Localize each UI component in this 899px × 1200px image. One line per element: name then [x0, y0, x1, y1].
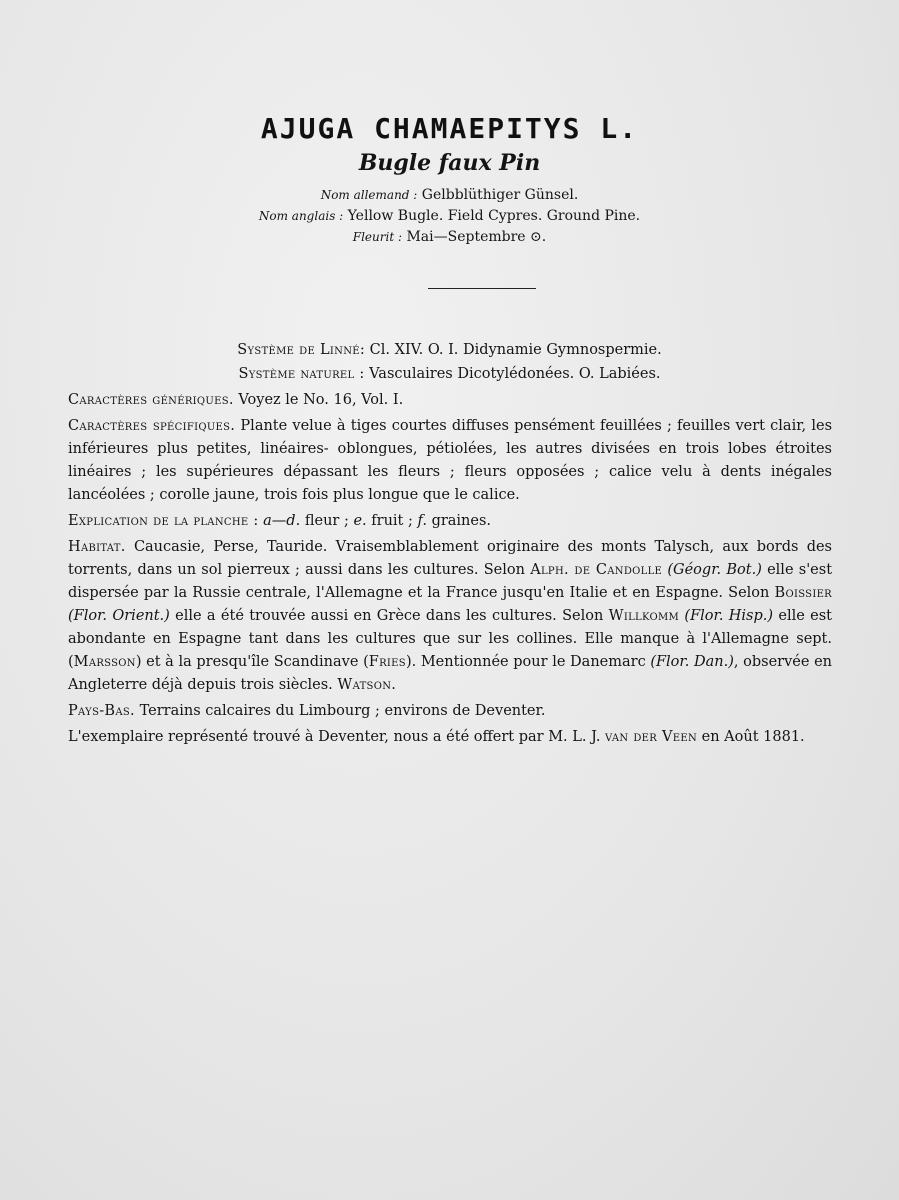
- pays-bas-label: Pays-Bas.: [68, 703, 135, 719]
- linne-system-line: [0, 342, 899, 358]
- author-marsson: Marsson: [73, 654, 136, 670]
- legend-text-e: fruit ;: [371, 513, 413, 529]
- flowering-line: [0, 227, 899, 248]
- common-names: [0, 185, 899, 248]
- generic-characters-label: Caractères génériques.: [68, 392, 234, 408]
- specimen-text-2: en Août 1881.: [701, 729, 805, 745]
- habitat-text-5: ) et à la presqu'île Scandinave (: [135, 654, 369, 670]
- habitat-text-7: , observée en Angleterre déjà depuis trois siècles.: [68, 654, 832, 693]
- habitat-text-1: Caucasie, Perse, Tauride. Vraisemblablement originaire des monts Talysch, aux bords des torrents, dans un sol pierreux ; aussi dans les cultures. Selon: [68, 539, 832, 578]
- specimen-paragraph: [68, 726, 832, 749]
- specific-characters-text: Plante velue à tiges courtes diffuses pensément feuillées ; feuilles vert clair, les inférieures plus petites, linéaires- oblongues, pétiolées, les autres divisées en trois lobes étroites linéaires ; les supérieures dépassant les fleurs ; fleurs opposées ; calice velu à dents inégales lancéolées ; corolle jaune, trois fois plus longue que le calice.: [68, 418, 833, 503]
- natural-system-label: Système naturel :: [238, 366, 365, 382]
- habitat-paragraph: [68, 536, 832, 697]
- author-watson: Watson.: [337, 677, 397, 693]
- english-name-value: Yellow Bugle. Field Cypres. Ground Pine.: [347, 208, 641, 224]
- habitat-label: Habitat.: [68, 539, 126, 555]
- flowering-label: Fleurit :: [352, 230, 403, 244]
- plate-explanation-paragraph: [68, 510, 832, 533]
- description-body: [68, 389, 832, 752]
- plate-explanation-label: Explication de la planche :: [68, 513, 259, 529]
- pays-bas-text: Terrains calcaires du Limbourg ; environs de Deventer.: [139, 703, 546, 719]
- german-name-label: Nom allemand :: [320, 188, 418, 202]
- german-name-value: Gelbblüthiger Günsel.: [421, 187, 579, 203]
- legend-key-a-d: a—d.: [263, 513, 301, 529]
- author-willkomm: Willkomm: [608, 608, 680, 624]
- english-name-label: Nom anglais :: [258, 209, 344, 223]
- linne-system-value: Cl. XIV. O. I. Didynamie Gymnospermie.: [369, 342, 662, 358]
- ref-flor-hisp: (Flor. Hisp.): [684, 608, 774, 624]
- page-title: AJUGA CHAMAEPITYS L.: [260, 112, 639, 145]
- specimen-text-1: L'exemplaire représenté trouvé à Deventer, nous a été offert par M. L. J.: [68, 729, 601, 745]
- generic-characters-paragraph: [68, 389, 832, 412]
- linne-system-label: Système de Linné:: [237, 342, 366, 358]
- natural-system-value: Vasculaires Dicotylédonées. O. Labiées.: [369, 366, 661, 382]
- divider-rule: [428, 288, 536, 289]
- german-name-line: [0, 185, 899, 206]
- ref-geogr-bot: (Géogr. Bot.): [667, 562, 762, 578]
- pays-bas-paragraph: [68, 700, 832, 723]
- page-subtitle: Bugle faux Pin: [358, 150, 541, 176]
- ref-flor-orient: (Flor. Orient.): [68, 608, 170, 624]
- donor-name: van der Veen: [605, 729, 698, 745]
- legend-text-f: graines.: [431, 513, 492, 529]
- ref-flor-dan: (Flor. Dan.): [650, 654, 734, 670]
- habitat-text-4: elle est abondante en Espagne tant dans les cultures que sur les collines. Elle manque à l'Allemagne sept. (: [68, 608, 832, 670]
- author-fries: Fries: [368, 654, 406, 670]
- habitat-text-6: ). Mentionnée pour le Danemarc: [405, 654, 646, 670]
- english-name-line: [0, 206, 899, 227]
- natural-system-line: [0, 366, 899, 382]
- habitat-text-3: elle a été trouvée aussi en Grèce dans les cultures. Selon: [175, 608, 604, 624]
- flowering-value: Mai—Septembre ⊙.: [406, 229, 547, 245]
- habitat-text-2: elle s'est dispersée par la Russie centrale, l'Allemagne et la France jusqu'en Italie et en Espagne. Selon: [68, 562, 833, 601]
- author-boissier: Boissier: [774, 585, 832, 601]
- legend-text-a-d: fleur ;: [304, 513, 349, 529]
- specific-characters-label: Caractères spécifiques.: [68, 418, 236, 434]
- specific-characters-paragraph: [68, 415, 832, 507]
- author-candolle: Alph. de Candolle: [530, 562, 663, 578]
- legend-key-e: e.: [353, 513, 367, 529]
- generic-characters-text: Voyez le No. 16, Vol. I.: [238, 392, 404, 408]
- legend-key-f: f.: [417, 513, 427, 529]
